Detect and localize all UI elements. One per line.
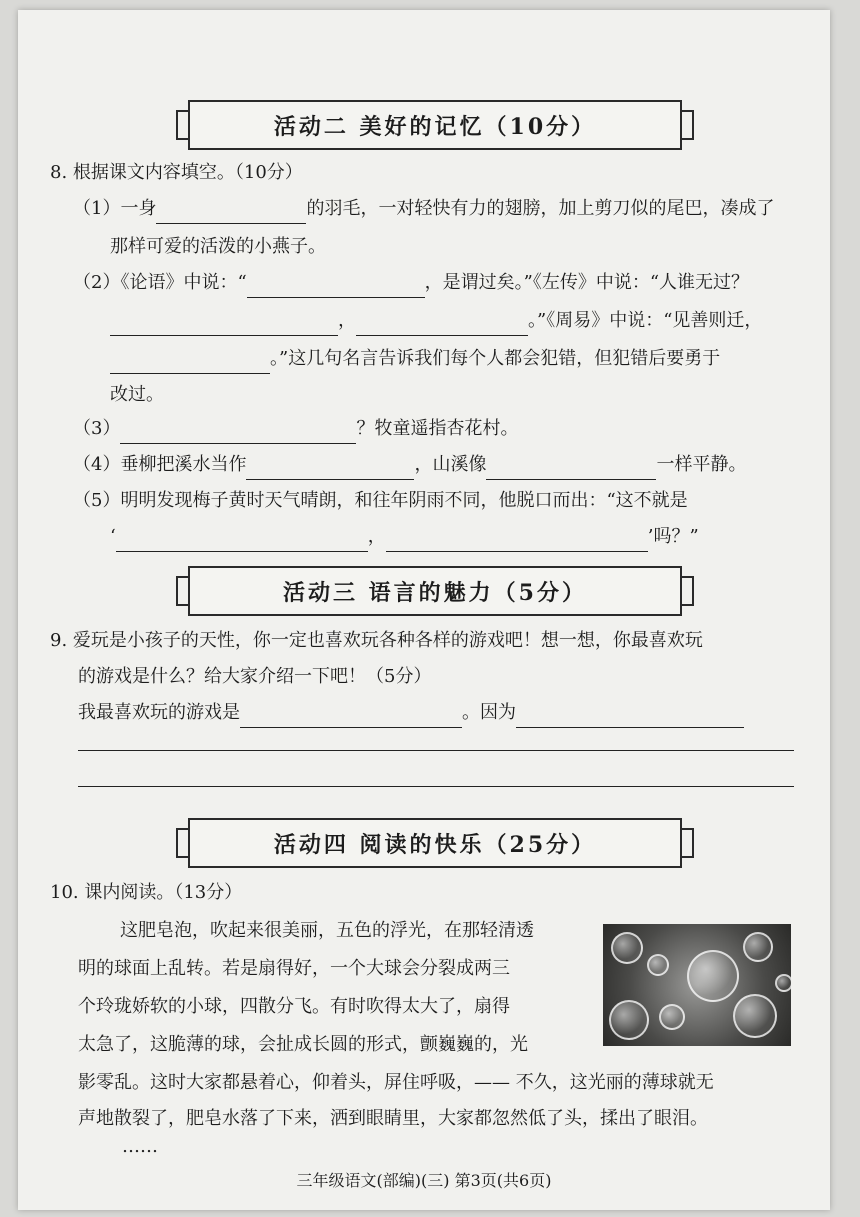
answer-blank[interactable] (356, 313, 528, 336)
q8-item-2-cont2: 。”这几句名言告诉我们每个人都会犯错，但犯错后要勇于 (110, 344, 720, 374)
q8-item-1: （1）一身 的羽毛，一对轻快有力的翅膀，加上剪刀似的尾巴，凑成了 (73, 194, 774, 224)
passage-line: 声地散裂了，肥皂水落了下来，洒到眼睛里，大家都忽然低了头，揉出了眼泪。 (78, 1108, 708, 1129)
answer-blank[interactable] (240, 705, 462, 728)
soap-bubbles-photo (603, 924, 791, 1046)
passage-line: 太急了，这脆薄的球，会扯成长圆的形式，颤巍巍的，光 (78, 1034, 528, 1055)
question-8-title: 8. 根据课文内容填空。（10分） (50, 162, 303, 183)
question-9-title-cont: 的游戏是什么？给大家介绍一下吧！（5分） (78, 666, 432, 687)
passage-ellipsis: …… (122, 1136, 158, 1157)
q8-item-3: （3） ？牧童遥指杏花村。 (73, 414, 518, 444)
q9-answer-line: 我最喜欢玩的游戏是 。因为 (78, 698, 744, 728)
q8-item-5: （5）明明发现梅子黄时天气晴朗，和往年阴雨不同，他脱口而出：“这不就是 (73, 490, 688, 511)
bubble-icon (743, 932, 773, 962)
q8-item-5-cont: ‘ ， ’吗？” (110, 522, 699, 552)
section-banner-activity-3 (188, 566, 682, 616)
passage-line: 影零乱。这时大家都悬着心，仰着头，屏住呼吸，—— 不久，这光丽的薄球就无 (78, 1072, 714, 1093)
answer-blank[interactable] (120, 421, 356, 444)
answer-blank[interactable] (156, 201, 306, 224)
page-footer: 三年级语文(部编)(三) 第3页(共6页) (296, 1171, 552, 1190)
answer-rule[interactable] (78, 786, 794, 787)
q8-item-2-cont3: 改过。 (110, 384, 164, 405)
bubble-icon (609, 1000, 649, 1040)
q8-item-4: （4）垂柳把溪水当作 ，山溪像 一样平静。 (73, 450, 746, 480)
bubble-icon (611, 932, 643, 964)
bubble-icon (733, 994, 777, 1038)
q8-item-2: （2）《论语》中说：“ ，是谓过矣。”《左传》中说：“人谁无过？ (73, 268, 749, 298)
exam-page (18, 10, 830, 1210)
bubble-icon (775, 974, 791, 992)
section-title: 活动三 语言的魅力（5分） (283, 579, 587, 606)
answer-blank[interactable] (110, 351, 270, 374)
bubble-icon (659, 1004, 685, 1030)
passage-line: 个玲珑娇软的小球，四散分飞。有时吹得太大了，扇得 (78, 996, 510, 1017)
section-title: 活动二 美好的记忆（10分） (273, 113, 597, 140)
answer-blank[interactable] (486, 457, 656, 480)
answer-blank[interactable] (110, 313, 338, 336)
q8-item-1-cont: 那样可爱的活泼的小燕子。 (110, 236, 326, 257)
answer-blank[interactable] (247, 275, 425, 298)
answer-blank[interactable] (386, 529, 648, 552)
answer-rule[interactable] (78, 750, 794, 751)
question-10-title: 10. 课内阅读。（13分） (50, 882, 243, 903)
question-9-title: 9. 爱玩是小孩子的天性，你一定也喜欢玩各种各样的游戏吧！想一想，你最喜欢玩 (50, 630, 703, 651)
section-banner-activity-2 (188, 100, 682, 150)
passage-line: 这肥皂泡，吹起来很美丽，五色的浮光，在那轻清透 (120, 920, 534, 941)
bubble-icon (687, 950, 739, 1002)
answer-blank[interactable] (116, 529, 368, 552)
section-title: 活动四 阅读的快乐（25分） (273, 831, 597, 858)
bubble-icon (647, 954, 669, 976)
q8-item-2-cont: ， 。”《周易》中说：“见善则迁， (110, 306, 762, 336)
answer-blank[interactable] (516, 705, 744, 728)
passage-line: 明的球面上乱转。若是扇得好，一个大球会分裂成两三 (78, 958, 510, 979)
answer-blank[interactable] (246, 457, 414, 480)
section-banner-activity-4 (188, 818, 682, 868)
